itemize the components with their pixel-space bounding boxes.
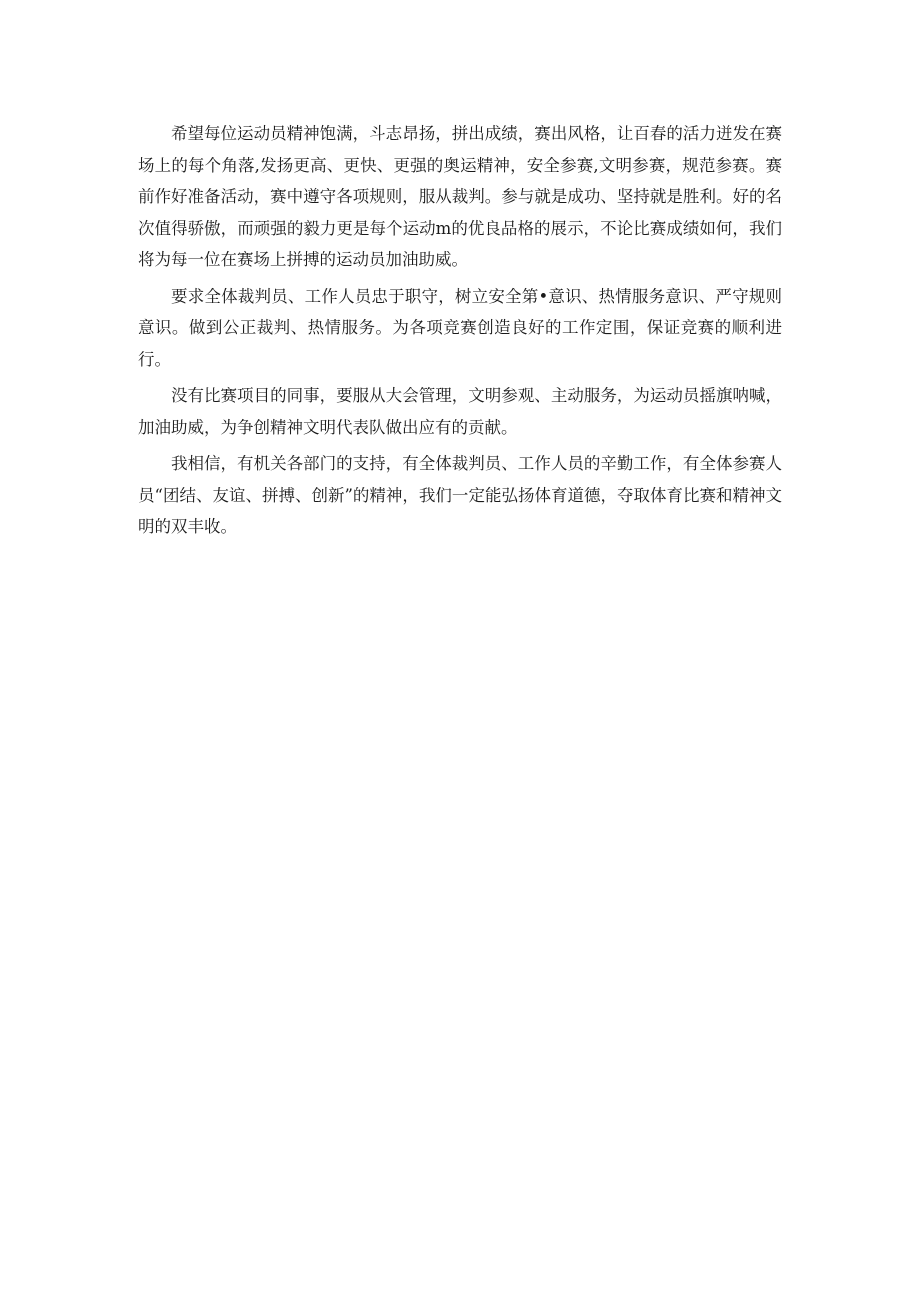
paragraph-referees: 要求全体裁判员、工作人员忠于职守，树立安全第•意识、热情服务意识、严守规则意识。做到公正裁判、热情服务。为各项竞赛创造良好的工作定围，保证竞赛的顺利进行。: [138, 286, 782, 369]
document-body: [138, 118, 782, 548]
paragraph-athletes: 希望每位运动员精神饱满，斗志昂扬，拼出成绩，赛出风格，让百春的活力迸发在赛场上的每个角落,发扬更高、更快、更强的奥运精神，安全参赛,文明参赛，规范参赛。赛前作好准备活动，赛中遵守各项规则，服从裁判。参与就是成功、坚持就是胜利。好的名次值得骄傲，而顽强的毅力更是每个运动m的优良品格的展示，不论比赛成绩如何，我们将为每一位在赛场上拼搏的运动员加油助威。: [138, 124, 782, 269]
paragraph-closing: 我相信，有机关各部门的支持，有全体裁判员、工作人员的辛勤工作，有全体参赛人员“团结、友谊、拼搏、创新”的精神，我们一定能弘扬体育道德，夺取体育比赛和精神文明的双丰收。: [138, 454, 782, 536]
paragraph-colleagues: 没有比赛项目的同事，要服从大会管理，文明参观、主动服务，为运动员摇旗呐喊，加油助威，为争创精神文明代表队做出应有的贡献。: [138, 386, 782, 437]
